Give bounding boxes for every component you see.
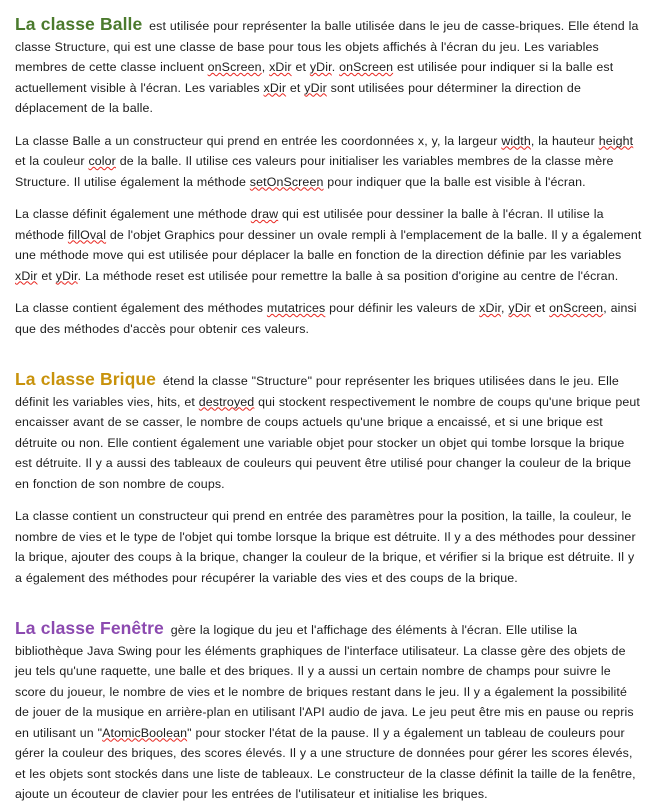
- heading-balle: La classe Balle: [15, 14, 143, 34]
- spellcheck-term: width: [501, 133, 531, 148]
- spellcheck-term: onScreen: [549, 301, 604, 315]
- spellcheck-term: yDir: [309, 60, 332, 74]
- text-run: La classe contient également des méthodes: [15, 301, 267, 315]
- text-run: pour définir les valeurs de: [325, 301, 480, 315]
- heading-brique: La classe Brique: [15, 369, 156, 389]
- spellcheck-term: yDir: [55, 268, 78, 283]
- text-run: " pour stocker l'état de la pause. Il y a également un tableau de couleurs pour gérer la couleur des briques, des scores élevés. Il y a une structure de données pour gérer les scores élevés, et les objets sont stockés dans une liste de tableaux. Le constructeur de la classe définit la taille de la fenêtre, ajoute un écouteur de clavier pour les entrées de l'utilisateur et initialise les briques.: [15, 725, 636, 801]
- class-section-balle: [15, 14, 643, 339]
- text-run: La classe Balle a un constructeur qui prend en entrée les coordonnées x, y, la largeur: [15, 133, 502, 148]
- spellcheck-term: AtomicBoolean: [102, 725, 188, 740]
- spellcheck-term: setOnScreen: [249, 174, 324, 189]
- text-run: et la couleur: [15, 154, 89, 168]
- paragraph-balle-p4: [15, 298, 643, 339]
- text-run: de la balle. Il utilise ces valeurs pour initialiser les variables membres de la classe mère Structure. Il utilise également la méthode: [15, 154, 614, 189]
- text-run: La classe définit également une méthode: [15, 207, 251, 221]
- paragraph-balle-p1: [15, 14, 643, 119]
- spellcheck-term: destroyed: [198, 394, 255, 409]
- spellcheck-term: mutatrices: [266, 301, 326, 315]
- spellcheck-term: xDir: [269, 60, 292, 74]
- class-section-fenetre: [15, 618, 643, 805]
- class-section-brique: [15, 369, 643, 588]
- text-run: et: [291, 60, 310, 74]
- text-run: et: [37, 268, 56, 283]
- spellcheck-term: xDir: [15, 268, 38, 283]
- text-run: gère la logique du jeu et l'affichage des éléments à l'écran. Elle utilise la bibliothèque Java Swing pour les éléments graphiques de l'interface utilisateur. La classe gère des objets de jeu tels qu'une raquette, une balle et des briques. Il y a aussi un certain nombre de champs pour suivre le score du joueur, le nombre de vies et le nombre de briques restant dans le jeu. Il y a également la possibilité de jouer de la musique en arrière-plan en utilisant l'API audio de java. Le jeu peut être mis en pause ou repris en utilisant un ": [15, 623, 634, 740]
- spellcheck-term: onScreen: [207, 60, 262, 74]
- heading-fenetre: La classe Fenêtre: [15, 618, 164, 638]
- paragraph-balle-p3: [15, 204, 643, 286]
- text-run: ,: [261, 60, 270, 74]
- text-run: ,: [501, 301, 509, 315]
- paragraph-fenetre-p1: [15, 618, 643, 805]
- text-run: pour indiquer que la balle est visible à l'écran.: [323, 174, 586, 189]
- text-run: sont utilisées pour déterminer la direction de déplacement de la balle.: [15, 80, 581, 115]
- spellcheck-term: draw: [250, 207, 279, 221]
- spellcheck-term: fillOval: [67, 227, 107, 242]
- text-run: , la hauteur: [530, 133, 599, 148]
- text-run: La classe contient un constructeur qui prend en entrée des paramètres pour la position, la taille, la couleur, le nombre de vies et le type de l'objet qui tombe lorsque la brique est détruite. Il y a des méthodes pour dessiner la brique, ajouter des coups à la brique, changer la couleur de la brique, et vérifier si la brique est détruite. Il y a également des méthodes pour récupérer la variable des vies et des coups de la brique.: [15, 509, 636, 585]
- document-body: [15, 14, 643, 805]
- spellcheck-term: yDir: [304, 80, 327, 95]
- text-run: de l'objet Graphics pour dessiner un ovale rempli à l'emplacement de la balle. Il y a également une méthode move qui est utilisée pour déplacer la balle en fonction de la direction définie par les variables: [15, 227, 642, 262]
- paragraph-balle-p2: [15, 131, 643, 193]
- text-run: .: [331, 60, 340, 74]
- text-run: qui est utilisée pour dessiner la balle à l'écran. Il utilise la méthode: [15, 207, 604, 242]
- text-run: et: [286, 80, 305, 95]
- spellcheck-term: color: [88, 154, 116, 168]
- spellcheck-term: height: [598, 133, 634, 148]
- paragraph-brique-p1: [15, 369, 643, 494]
- spellcheck-term: onScreen: [339, 60, 394, 74]
- text-run: est utilisée pour représenter la balle utilisée dans le jeu de casse-briques. Elle étend la classe Structure, qui est une classe de base pour tous les objets affichés à l'écran du jeu. Les variables membres de cette classe incluent: [15, 19, 639, 74]
- text-run: qui stockent respectivement le nombre de coups qu'une brique peut encaisser avant de se casser, le nombre de coups actuels qu'une brique a encaissé, et si une brique est détruite ou non. Elle contient également une variable objet pour stocker un objet qui tombe lorsque la brique est détruite. Il y a aussi des tableaux de couleurs qui peuvent être utilisé pour changer la couleur de la brique en fonction de son nombre de coups.: [15, 394, 640, 491]
- text-run: , ainsi que des méthodes d'accès pour obtenir ces valeurs.: [15, 301, 637, 336]
- spellcheck-term: xDir: [263, 80, 287, 95]
- text-run: est utilisée pour indiquer si la balle est actuellement visible à l'écran. Les variables: [15, 60, 614, 95]
- text-run: . La méthode reset est utilisée pour remettre la balle à sa position d'origine au centre de l'écran.: [77, 268, 619, 283]
- text-run: étend la classe "Structure" pour représenter les briques utilisées dans le jeu. Elle définit les variables vies, hits, et: [15, 374, 619, 409]
- text-run: et: [530, 301, 550, 315]
- paragraph-brique-p2: [15, 506, 643, 588]
- spellcheck-term: xDir: [479, 301, 502, 315]
- spellcheck-term: yDir: [508, 301, 531, 315]
